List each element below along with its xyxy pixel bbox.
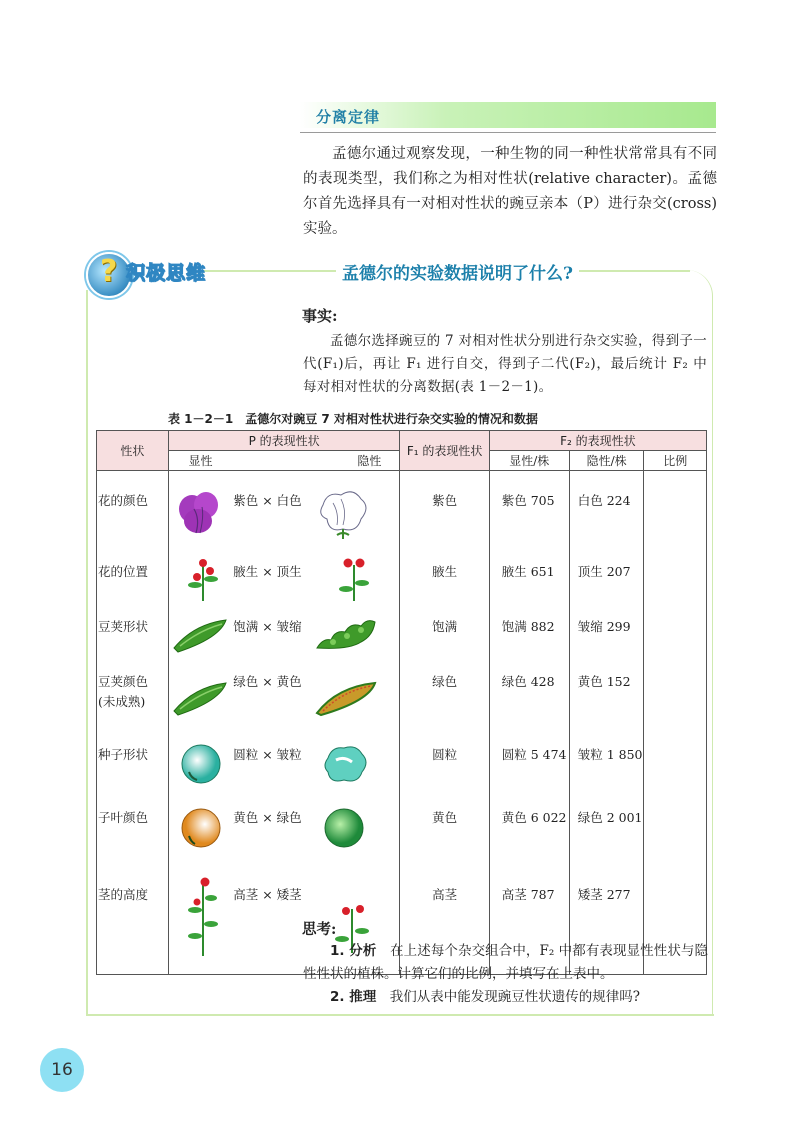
- logo-text: 积极思维: [126, 262, 207, 284]
- dominant-image-cell: [168, 861, 232, 975]
- question-1-label: 1. 分析: [330, 943, 377, 959]
- trait-cell: 花的颜色: [97, 471, 169, 553]
- ratio-cell: [644, 664, 707, 733]
- header-f2-recessive: 隐性/株: [569, 451, 644, 471]
- axial-flower-icon: [183, 555, 223, 601]
- white-flower-icon: [313, 485, 377, 541]
- f2-dominant-cell: 黄色 6 022: [489, 798, 569, 861]
- table-row: [97, 607, 707, 664]
- question-1-text: 在上述每个杂交组合中，F₂ 中都有表现显性性状与隐性性状的植株。计算它们的比例，并填写在上表中。: [303, 943, 708, 982]
- recessive-image-cell: [312, 607, 400, 664]
- f1-cell: 腋生: [400, 552, 489, 607]
- question-2-label: 2. 推理: [330, 989, 377, 1005]
- f2-dominant-cell: 腋生 651: [489, 552, 569, 607]
- f2-dominant-cell: 紫色 705: [489, 471, 569, 553]
- page-number: 16: [40, 1048, 84, 1092]
- dominant-image-cell: [168, 664, 232, 733]
- cross-cell: 饱满 × 皱缩: [233, 619, 302, 634]
- header-trait: 性状: [97, 431, 169, 471]
- green-pod-icon: [170, 677, 230, 717]
- f2-dominant-cell: 绿色 428: [489, 664, 569, 733]
- tall-stem-icon: [183, 876, 223, 956]
- trait-cell: 豆荚形状: [97, 607, 169, 664]
- f2-recessive-cell: 白色 224: [569, 471, 644, 553]
- cross-cell: 黄色 × 绿色: [233, 810, 302, 825]
- header-f2-group: F₂ 的表现性状: [489, 431, 706, 451]
- think-box-left-border: [86, 290, 88, 1015]
- facts-title: 事实:: [302, 307, 338, 325]
- f2-dominant-cell: 饱满 882: [489, 607, 569, 664]
- trait-cell: 豆荚颜色 (未成熟): [97, 664, 169, 733]
- trait-cell: 花的位置: [97, 552, 169, 607]
- f2-recessive-cell: 矮茎 277: [569, 861, 644, 975]
- data-table: [96, 430, 707, 975]
- table-row: [97, 798, 707, 861]
- f1-cell: 圆粒: [400, 733, 489, 798]
- header-p-dominant: 显性: [168, 451, 232, 471]
- think-question: 孟德尔的实验数据说明了什么?: [336, 259, 579, 284]
- recessive-image-cell: [312, 798, 400, 861]
- recessive-image-cell: [312, 552, 400, 607]
- f2-recessive-cell: 皱粒 1 850: [569, 733, 644, 798]
- f1-cell: 绿色: [400, 664, 489, 733]
- intro-paragraph: 孟德尔通过观察发现，一种生物的同一种性状常常具有不同的表现类型，我们称之为相对性状(relative character)。孟德尔首先选择具有一对相对性状的豌豆亲本（P）进行杂交(cross)实验。: [303, 146, 717, 237]
- trait-cell: 茎的高度: [97, 861, 169, 975]
- recessive-image-cell: [312, 733, 400, 798]
- header-ratio: 比例: [644, 451, 707, 471]
- f1-cell: 高茎: [400, 861, 489, 975]
- dominant-image-cell: [168, 607, 232, 664]
- f1-cell: 紫色: [400, 471, 489, 553]
- dominant-image-cell: [168, 552, 232, 607]
- yellow-pod-icon: [313, 677, 379, 717]
- cross-cell: 紫色 × 白色: [233, 493, 302, 508]
- trait-cell: 子叶颜色: [97, 798, 169, 861]
- f1-cell: 黄色: [400, 798, 489, 861]
- section-title: 分离定律: [316, 108, 381, 126]
- question-2-text: 我们从表中能发现豌豆性状遗传的规律吗?: [389, 989, 640, 1005]
- question-2: [303, 986, 708, 1009]
- table-row: [97, 664, 707, 733]
- f1-cell: 饱满: [400, 607, 489, 664]
- think-box-bottom-border: [86, 1014, 714, 1016]
- section-divider: [300, 132, 716, 133]
- round-seed-icon: [179, 742, 223, 786]
- purple-flower-icon: [170, 489, 230, 539]
- table-row: [97, 552, 707, 607]
- recessive-image-cell: [312, 471, 400, 553]
- ratio-cell: [644, 552, 707, 607]
- full-pod-icon: [170, 614, 230, 654]
- header-p-group: P 的表现性状: [168, 431, 400, 451]
- reflection-title: 思考:: [302, 921, 337, 938]
- table-row: [97, 471, 707, 553]
- f2-dominant-cell: 圆粒 5 474: [489, 733, 569, 798]
- green-cotyledon-icon: [322, 806, 366, 850]
- cross-cell: 高茎 × 矮茎: [232, 861, 312, 975]
- cross-cell: 腋生 × 顶生: [233, 564, 302, 579]
- trait-cell: 种子形状: [97, 733, 169, 798]
- facts-body: 孟德尔选择豌豆的 7 对相对性状分别进行杂交实验，得到子一代(F₁)后，再让 F₁ 进行自交，得到子二代(F₂)，最后统计 F₂ 中每对相对性状的分离数据(表 1－2－1)。: [303, 333, 707, 395]
- f2-recessive-cell: 皱缩 299: [569, 607, 644, 664]
- dominant-image-cell: [168, 733, 232, 798]
- ratio-cell: [644, 471, 707, 553]
- yellow-cotyledon-icon: [179, 806, 223, 850]
- header-f2-dominant: 显性/株: [489, 451, 569, 471]
- header-p-spacer: [232, 451, 312, 471]
- f2-recessive-cell: 黄色 152: [569, 664, 644, 733]
- question-1: [303, 940, 708, 986]
- terminal-flower-icon: [334, 555, 374, 601]
- f2-dominant-cell: 高茎 787: [489, 861, 569, 975]
- ratio-cell: [644, 733, 707, 798]
- header-p-recessive: 隐性: [312, 451, 400, 471]
- ratio-cell: [644, 798, 707, 861]
- recessive-image-cell: [312, 664, 400, 733]
- header-f1: F₁ 的表现性状: [400, 431, 489, 471]
- wrinkled-pod-icon: [313, 614, 379, 654]
- f2-recessive-cell: 绿色 2 001: [569, 798, 644, 861]
- question-mark-icon: ?: [100, 254, 118, 289]
- table-caption: 表 1－2－1 孟德尔对豌豆 7 对相对性状进行杂交实验的情况和数据: [168, 412, 538, 426]
- f2-recessive-cell: 顶生 207: [569, 552, 644, 607]
- ratio-cell: [644, 607, 707, 664]
- dominant-image-cell: [168, 471, 232, 553]
- cross-cell: 绿色 × 黄色: [233, 674, 302, 689]
- wrinkled-seed-icon: [322, 742, 370, 786]
- dominant-image-cell: [168, 798, 232, 861]
- cross-cell: 圆粒 × 皱粒: [233, 747, 302, 762]
- table-row: [97, 733, 707, 798]
